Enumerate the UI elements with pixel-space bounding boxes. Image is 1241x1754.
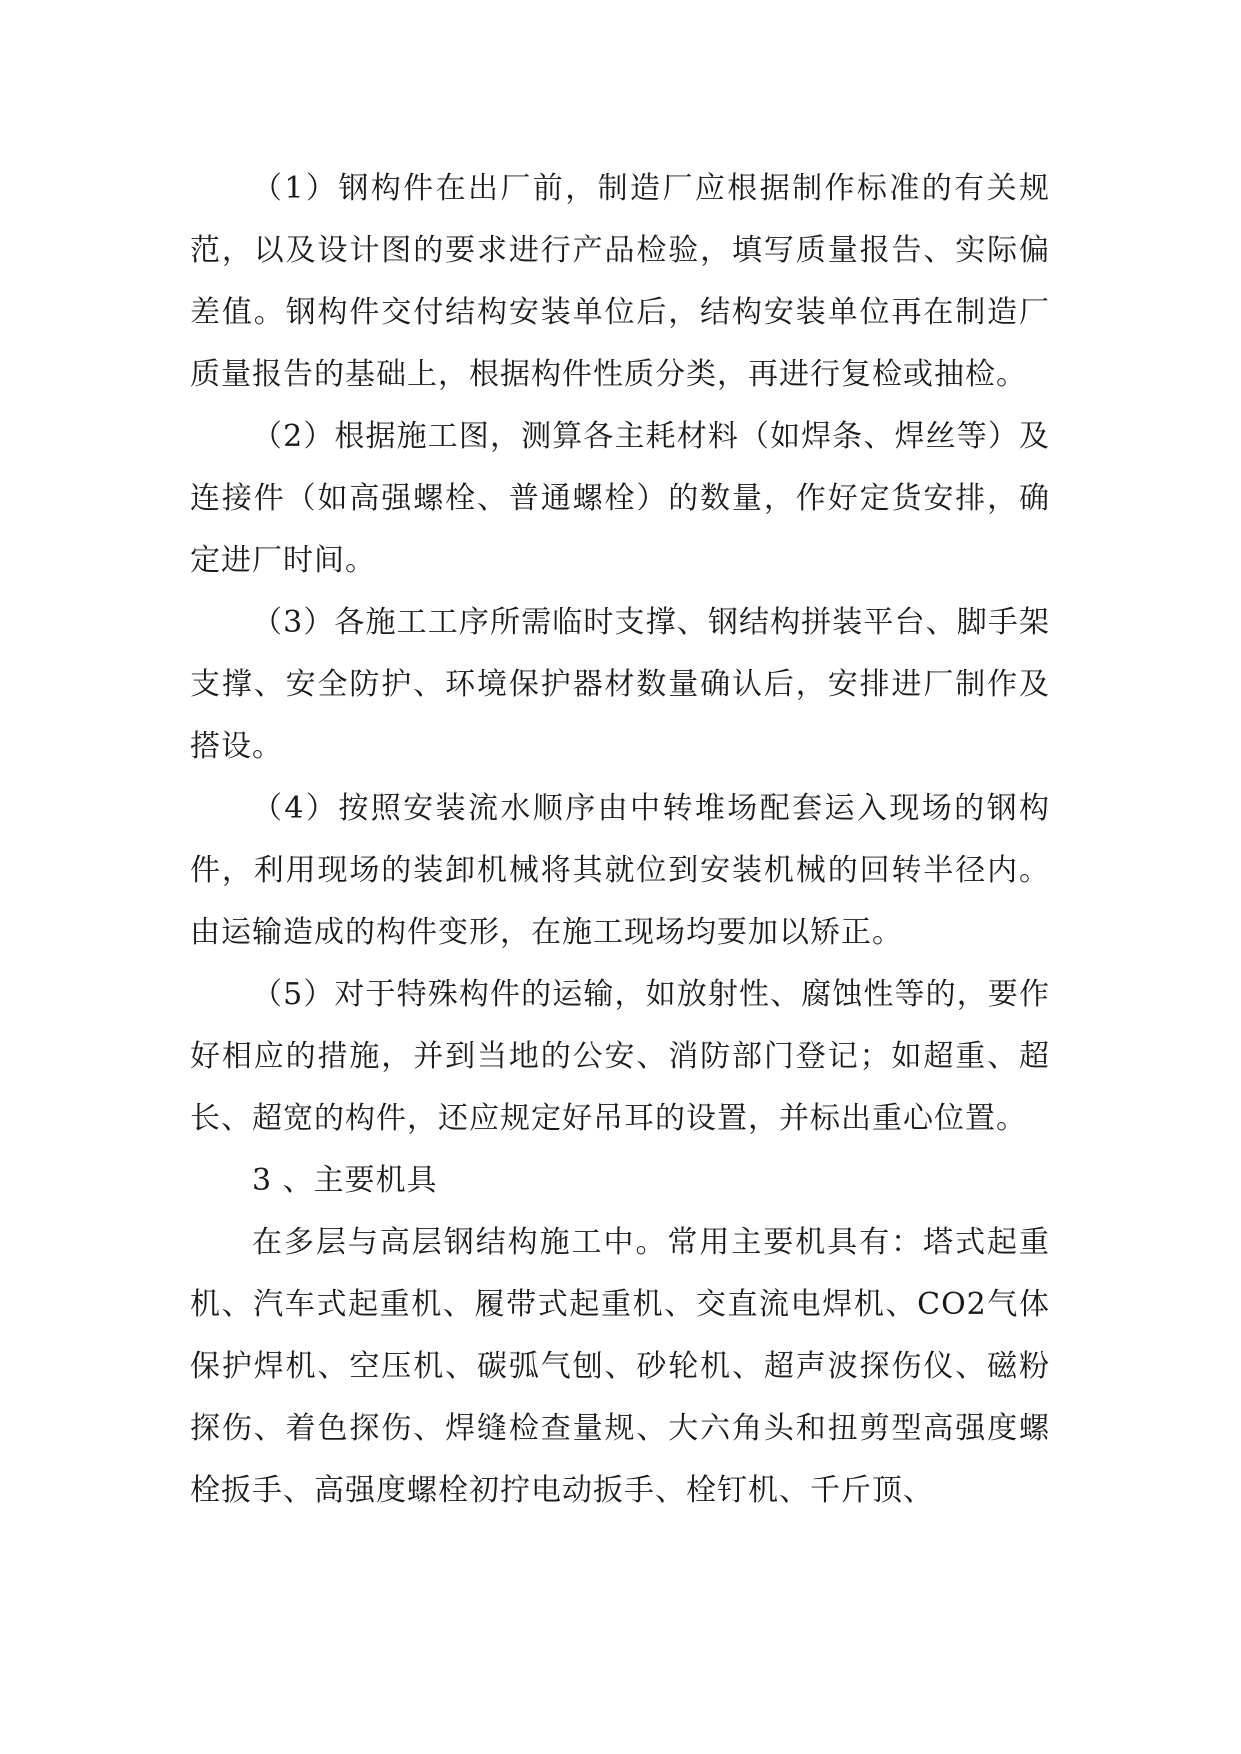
paragraph-2: （2）根据施工图，测算各主耗材料（如焊条、焊丝等）及连接件（如高强螺栓、普通螺栓）的数量，作好定货安排，确定进厂时间。 bbox=[190, 419, 1050, 578]
paragraph-equipment: 在多层与高层钢结构施工中。常用主要机具有：塔式起重机、汽车式起重机、履带式起重机、交直流电焊机、CO2气体保护焊机、空压机、碳弧气刨、砂轮机、超声波探伤仪、磁粉探伤、着色探伤、焊缝检查量规、大六角头和扭剪型高强度螺栓扳手、高强度螺栓初拧电动扳手、栓钉机、千斤顶、 bbox=[190, 1225, 1050, 1508]
section-heading: 3 、主要机具 bbox=[252, 1163, 438, 1198]
document-body bbox=[190, 158, 1050, 1522]
paragraph-1: （1）钢构件在出厂前，制造厂应根据制作标准的有关规范，以及设计图的要求进行产品检验，填写质量报告、实际偏差值。钢构件交付结构安装单位后，结构安装单位再在制造厂质量报告的基础上，根据构件性质分类，再进行复检或抽检。 bbox=[190, 171, 1050, 392]
paragraph-4: （4）按照安装流水顺序由中转堆场配套运入现场的钢构件，利用现场的装卸机械将其就位到安装机械的回转半径内。由运输造成的构件变形，在施工现场均要加以矫正。 bbox=[190, 791, 1050, 950]
paragraph-5: （5）对于特殊构件的运输，如放射性、腐蚀性等的，要作好相应的措施，并到当地的公安、消防部门登记；如超重、超长、超宽的构件，还应规定好吊耳的设置，并标出重心位置。 bbox=[190, 977, 1050, 1136]
paragraph-3: （3）各施工工序所需临时支撑、钢结构拼装平台、脚手架支撑、安全防护、环境保护器材数量确认后，安排进厂制作及搭设。 bbox=[190, 605, 1050, 764]
